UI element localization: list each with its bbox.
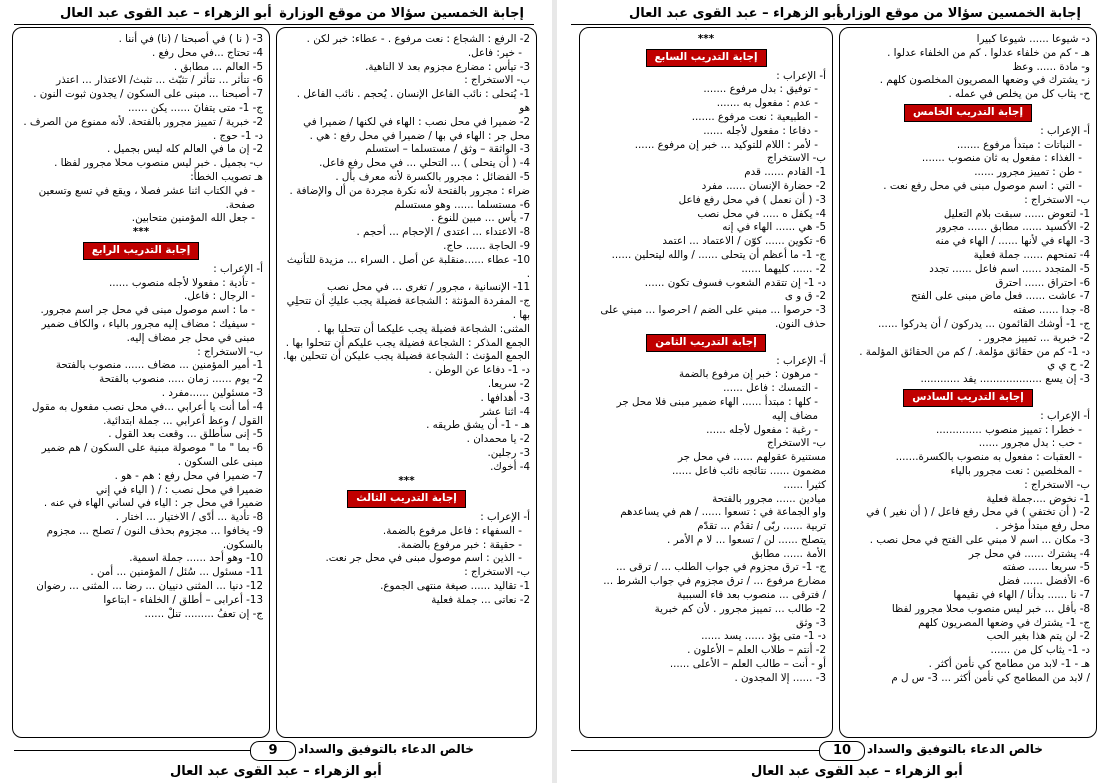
- answer-column-left: [579, 27, 833, 738]
- answer-line: د- 1- متى يؤد ...... يسد ......: [701, 630, 826, 643]
- answer-line: ز- يشترك في وضعها المصريون المخلصون كلهم .: [879, 74, 1090, 87]
- answer-line: 8- جدا ...... صفته: [1013, 304, 1090, 317]
- answer-line: 2- لن يتم هذا بغير الحب: [986, 630, 1090, 643]
- header-author: أبو الزهراء – عبد القوى عبد العال: [629, 6, 841, 21]
- header-author: أبو الزهراء – عبد القوى عبد العال: [60, 6, 272, 21]
- page-number: 9: [250, 741, 296, 761]
- answer-line: أ- الإعراب :: [1040, 409, 1090, 422]
- answer-line: أو - أنت – طالب العلم – الأعلى ......: [669, 658, 826, 671]
- answer-line: 2- نعاتى ... جملة فعلية: [431, 593, 530, 606]
- answer-line: / فترقى ... منصوب بعد فاء السببية: [677, 589, 826, 602]
- answer-line: تربية ...... ربّى / تقدُم ... تقدّم: [697, 520, 826, 533]
- answer-line: 7- عاشت ...... فعل ماض مبنى على الفتح: [910, 290, 1090, 303]
- answer-line: 11- مسئول ... سُئل / المؤمنين ... أمن .: [90, 566, 263, 579]
- rp-rc-text: [846, 33, 1090, 102]
- answer-line: 2- طالب ... تمييز مجرور . لأن كم خبرية: [654, 602, 826, 615]
- answer-line: ج- 1- متى يتفانَ ...... يكن ......: [127, 101, 263, 114]
- answer-line: 3- الواثقة – وثق / مستسلما – استسلم: [365, 143, 530, 156]
- answer-line: ج- 1- ترق مجزوم في جواب الطلب ... / ترقى ... مضارع مرفوع ... / ترق مجزوم في جواب الشرط ...: [603, 561, 826, 588]
- answer-line: 3- رجلين.: [487, 446, 530, 459]
- answer-line: 8- بأقل ... خبر ليس منصوب محلا مجرور لفظا: [891, 602, 1090, 615]
- answer-line: د- 1- إن تتقدم الشعوب فسوف تكون ......: [644, 276, 826, 289]
- answer-line: 3- أهدافها .: [480, 391, 530, 404]
- answer-line: 5- هي ...... الهاء في إنه: [722, 221, 826, 234]
- page-number: 10: [819, 741, 865, 761]
- answer-line: - كلها : مبتدأ ...... الهاء ضمير مبنى فلا محل جر مضاف إليه: [616, 395, 818, 422]
- answer-line: - المخلصين : نعت مجرور بالياء: [950, 464, 1082, 477]
- answer-line: - تأدية : مفعولا لأجله منصوب ......: [108, 276, 255, 289]
- answer-line: 10- وهو أحد ...... جملة اسمية.: [129, 552, 263, 565]
- answer-line: 2- الأكسيد ...... مطابق ...... مجرور: [936, 221, 1090, 234]
- rp-lc-text: [586, 70, 826, 332]
- answer-line: 4- أما أنت يا أعرابي ...في محل نصب مفعول به مقول القول / وعظ أعرابي ... جملة ابتدائية.: [32, 400, 263, 427]
- answer-line: 3- مسئولين ......مفرد .: [161, 386, 263, 399]
- answer-line: 7- نا ...... بدأنا / الهاء في نقيمها: [953, 589, 1090, 602]
- answer-line: د- 1- دفاعا عن الوطن .: [428, 364, 530, 377]
- answer-line: - لأمر : اللام للتوكيد ... خبر إن مرفوع ......: [634, 138, 818, 151]
- answer-line: الجمع المذكر : الشجاعة فضيلة يجب عليكم أن تتحلوا بها .: [285, 336, 530, 349]
- section-banner: إجابة التدريب الثامن: [646, 334, 765, 352]
- answer-line: 3- ( أن نعمل ) في محل رفع فاعل: [678, 193, 826, 206]
- answer-line: ضميرا في محل نصب : / ( الياء في إني: [95, 483, 263, 496]
- answer-line: ب- الاستخراج :: [1024, 478, 1090, 491]
- answer-line: - التمسك : فاعل ......: [723, 382, 818, 395]
- lp-lc-text: [19, 33, 263, 226]
- lp-rc-text-b: [283, 511, 530, 608]
- answer-line: هـ - 1- لابد من مطامح كي نأمن أكثر .: [928, 658, 1090, 671]
- answer-line: - ما : اسم موصول مبنى في محل جر اسم مجرور.: [40, 304, 255, 317]
- lp-lc-text-b: [19, 263, 263, 622]
- answer-line: 5- العالم ... مطابق .: [173, 60, 263, 73]
- answer-line: 3- الهاء في لأنها ...... / الهاء في منه: [935, 235, 1090, 248]
- answer-line: 13- أعرابى – أطلق / الخلفاء - ابتاعوا: [103, 593, 263, 606]
- answer-line: الأمة ...... مطابق: [751, 547, 826, 560]
- section-banner: إجابة التدريب الخامس: [904, 104, 1032, 122]
- answer-line: ب- بجميل . خبر ليس منصوب محلا مجرور لفظا .: [54, 157, 263, 170]
- answer-line: - خير: فاعل.: [467, 46, 522, 59]
- answer-line: - سيفيك : مضاف إليه مجرور بالياء ، والكاف ضمير مبنى في محل جر مضاف إليه.: [41, 317, 255, 344]
- answer-line: 6- الأفضل ...... فضل: [998, 575, 1090, 588]
- answer-line: 1- أمير المؤمنين ... مضاف ...... منصوب بالفتحة: [55, 359, 263, 372]
- answer-line: 2- الرفع : الشجاع : نعت مرفوع . - عطاء: خبر لكن .: [306, 33, 530, 45]
- answer-line: و- مادة ...... وعظ: [1012, 60, 1090, 73]
- answer-line: 7- أصبحنا ... مبنى على السكون / يجدون ثبوت النون .: [33, 88, 263, 101]
- answer-line: 2- خبرية ... تمييز مجرور .: [978, 331, 1090, 344]
- answer-line: 8- تأدية ... أدّى / الاختيار ... اختار .: [115, 511, 263, 524]
- answer-line: ب- الاستخراج :: [197, 345, 263, 358]
- answer-line: 10- عطاء ......منقلبة عن أصل . السراء ... مزيدة للتأنيث .: [286, 253, 530, 280]
- answer-line: 5- المتجدد ...... اسم فاعل ...... تجدد: [929, 262, 1090, 275]
- separator-stars: ***: [132, 226, 150, 239]
- answer-line: ح- يثاب كل من يخلص في عمله .: [948, 88, 1090, 101]
- page-left: [0, 0, 552, 783]
- answer-line: - النباتات : مبتدأ مرفوع .......: [956, 138, 1082, 151]
- answer-line: - الرجال : فاعل.: [184, 290, 255, 303]
- answer-line: 1- القادم ...... قدم: [744, 166, 826, 179]
- rp-rc-text-c: [846, 410, 1090, 686]
- answer-line: 6- مستسلما ...... وهو مستسلم: [394, 198, 530, 211]
- answer-line: 11- الإنسانية ، مجرور / تغرى ... في محل نصب: [326, 281, 530, 294]
- answer-line: 2- حضارة الإنسان ...... مفرد: [701, 179, 826, 192]
- footer-dua: خالص الدعاء بالتوفيق والسداد: [298, 742, 474, 756]
- answer-line: هـ تصويب الخطأ:: [190, 170, 263, 183]
- answer-line: - الطبيعية : نعت مرفوع .......: [691, 110, 818, 123]
- answer-line: ضميرا في محل جر : الياء في لساني الهاء في عنه .: [43, 497, 263, 510]
- answer-line: 3- وثق: [796, 616, 826, 629]
- answer-line: 2- يا محمدان .: [466, 433, 530, 446]
- answer-line: 12- دنيا ... المثنى دنييان ... رضا ... المثنى ... رضوان: [36, 580, 263, 593]
- answer-line: ب- الاستخراج :: [464, 566, 530, 579]
- answer-line: 8- الاعتداء ... اعتدى / الإحجام ... أحجم .: [356, 226, 530, 239]
- answer-line: 1- يُتحلى : نائب الفاعل الإنسان . يُحجم . نائب الفاعل . هو: [296, 88, 530, 114]
- answer-line: المثنى: الشجاعة فضيلة يجب عليكما أن تتحليا بها .: [317, 322, 530, 335]
- answer-line: كثيرا ......: [783, 478, 826, 491]
- answer-line: د- 1- حوج .: [212, 129, 263, 142]
- answer-line: 1- نخوض ....جملة فعلية: [986, 492, 1090, 505]
- section-banner: إجابة التدريب السادس: [903, 389, 1033, 407]
- answer-line: 6- تتأثر ... تتأثر / تثبّث ... تثبث/ الاعتذار ... اعتذر: [56, 74, 263, 87]
- section-banner: إجابة التدريب الرابع: [83, 242, 200, 260]
- answer-line: 2- يوم ...... زمان ..... منصوب بالفتحة: [99, 373, 263, 386]
- answer-line: 2- ...... كليهما ......: [741, 262, 826, 275]
- answer-line: 7- يأس ... مبين للنوع .: [431, 212, 530, 225]
- footer-rule: [571, 750, 819, 751]
- footer-author: أبو الزهراء – عبد القوى عبد العال: [170, 764, 382, 779]
- answer-line: - في الكتاب اثنا عشر فصلا ، ويقع في تسع وتسعين صفحة.: [38, 184, 255, 211]
- answer-line: د- 1- يثاب كل من ......: [990, 644, 1090, 657]
- answer-line: ب- الاستخراج :: [1024, 193, 1090, 206]
- footer-author: أبو الزهراء – عبد القوى عبد العال: [751, 764, 963, 779]
- answer-line: أ- الإعراب :: [776, 354, 826, 367]
- answer-line: 5- الفضائل : مجرور بالكسرة لأنه معرف بأل .: [335, 170, 530, 183]
- answer-line: 9- يخافوا ... مجزوم بحذف النون / تصلح ... مجزوم بالسكون.: [46, 524, 263, 551]
- answer-line: أ- الإعراب :: [213, 262, 263, 275]
- answer-line: - العقبات : مفعول به منصوب بالكسرة.......: [895, 451, 1082, 464]
- answer-line: 1- لتعوض ...... سبقت بلام التعليل: [943, 207, 1090, 220]
- answer-line: هـ - 1- أن يشق طريقه .: [426, 419, 530, 432]
- answer-line: 4- تحتاج ...في محل رفع .: [152, 46, 263, 59]
- answer-line: - الغذاء : مفعول به ثان منصوب .......: [921, 152, 1082, 165]
- answer-column-left: [12, 27, 270, 738]
- header-title: إجابة الخمسين سؤالا من موقع الوزارة: [279, 6, 524, 21]
- answer-line: ب- الاستخراج: [767, 152, 826, 165]
- answer-line: 6- احتراق ...... احترق: [995, 276, 1090, 289]
- answer-line: 3- ...... إلا المجدون .: [734, 671, 826, 684]
- answer-line: 9- الحاجة ...... حاج.: [443, 239, 530, 252]
- answer-line: ج- 1- يشترك في وضعها المصريون كلهم: [918, 616, 1090, 629]
- answer-line: - جعل الله المؤمنين متحابين.: [131, 212, 255, 225]
- answer-line: 2- أنتم – طلاب العلم – الأعلون .: [687, 644, 826, 657]
- answer-line: - طن : تمييز مجرور ......: [974, 166, 1082, 179]
- answer-line: 4- أخوك.: [490, 460, 530, 473]
- answer-line: 7- ضميرا في محل رفع : هم - هو .: [114, 469, 263, 482]
- section-banner: إجابة التدريب السابع: [646, 49, 767, 67]
- answer-line: الجمع المؤنث : الشجاعة فضيلة يجب عليكن أن تتحلين بها.: [283, 350, 530, 363]
- answer-line: 4- ( أن يتحلى ) ... التحلي ... في محل رفع فاعل.: [319, 157, 530, 170]
- answer-column-right: [839, 27, 1097, 738]
- answer-line: أ- الإعراب :: [776, 69, 826, 82]
- answer-line: 2- ق و ى: [784, 290, 826, 303]
- header-rule: [14, 24, 534, 25]
- answer-line: 2- سريعا.: [487, 377, 530, 390]
- answer-line: 3- تيأس : مضارع مجزوم بعد لا الناهية.: [365, 60, 530, 73]
- answer-line: أ- الإعراب :: [480, 511, 530, 524]
- answer-line: 2- ح ي ي: [1047, 359, 1090, 372]
- page-right: [557, 0, 1109, 783]
- answer-line: 6- بما " ما " موصولة مبنية على السكون / هم ضمير مبنى على السكون .: [41, 442, 263, 468]
- answer-line: - رغبة : مفعول لأجله ......: [706, 423, 818, 436]
- answer-line: - عدم : مفعول به .......: [716, 97, 818, 110]
- answer-column-right: [276, 27, 537, 738]
- answer-line: - توفيق : بدل مرفوع .......: [703, 83, 818, 96]
- answer-line: 3- مكان ... اسم لا مبني على الفتح في محل نصب .: [869, 533, 1090, 546]
- section-banner: إجابة التدريب الثالث: [347, 490, 466, 508]
- answer-line: أ- الإعراب :: [1040, 124, 1090, 137]
- answer-line: - التي : اسم موصول مبنى في محل رفع نعت .: [883, 179, 1082, 192]
- answer-line: 6- تكوين ...... كوّن / الاعتماد ... اعتمد: [662, 235, 826, 248]
- answer-line: د- شيوعا ...... شيوعا كبيرا: [976, 33, 1090, 45]
- separator-stars: ***: [398, 474, 415, 487]
- answer-line: 4- يكفل ه ..... في محل نصب: [697, 207, 826, 220]
- rp-rc-text-b: [846, 125, 1090, 387]
- separator-stars: ***: [697, 33, 715, 45]
- answer-line: 3- ( نا ) في أصبحنا / (نا) في أننا .: [118, 33, 263, 45]
- answer-line: - مرهون : خبر إن مرفوع بالضمة: [678, 368, 818, 381]
- lp-rc-text: [283, 33, 530, 475]
- answer-line: ضراء : مجرور بالفتحة لأنه نكرة مجردة من أل والإضافة .: [289, 184, 530, 197]
- answer-line: 5- إنى سأطلق ... وقعت بعد القول .: [108, 428, 263, 441]
- answer-line: مستنيرة عقولهم ...... في محل جر: [677, 451, 826, 464]
- answer-line: - السفهاء : فاعل مرفوع بالضمة.: [382, 524, 522, 537]
- answer-line: - الذين : اسم موصول مبنى في محل جر نعت.: [325, 552, 522, 565]
- answer-line: واو الجماعة في : تسعوا ...... / هم في يساعدهم: [620, 506, 826, 519]
- answer-line: ج- إن تعفُ ......... تنلْ ......: [144, 607, 263, 620]
- answer-line: 2- ضميرا في محل نصب : الهاء في لكنها / ضميرا في محل جر : الهاء في بها / ضميرا في محل رفع : هي .: [303, 115, 530, 142]
- answer-line: د- 1- كم من حقائق مؤلمة. / كم من الحقائق المؤلمة .: [859, 345, 1090, 358]
- answer-line: 2- إن ما في العالم كله ليس بجميل .: [107, 143, 263, 156]
- answer-line: 3- حرصوا ... مبني على الضم / احرصوا ... مبني على حذف النون.: [600, 304, 826, 330]
- answer-line: 3- إن يسع ................... يفد ............: [920, 373, 1090, 386]
- rp-lc-text-b: [586, 355, 826, 686]
- answer-line: / لابد من المطامح كي نأمن أكثر ... 3- س ل م: [891, 671, 1090, 684]
- header-rule: [571, 24, 1091, 25]
- answer-line: يتصلح ...... لن / تسعوا ... لا م الأمر .: [667, 533, 826, 546]
- answer-line: 5- سريعا ...... صفته: [1002, 561, 1090, 574]
- answer-line: 4- اثنا عشر: [480, 405, 530, 418]
- answer-line: ب- الاستخراج: [767, 437, 826, 450]
- answer-line: مضمون ...... نتائجه نائب فاعل ......: [671, 464, 826, 477]
- answer-line: ب- الاستخراج :: [464, 74, 530, 87]
- answer-line: هـ - كم من خلفاء عدلوا . كم من الخلفاء عدلوا .: [887, 46, 1090, 59]
- answer-line: ميادين ...... مجرور بالفتحة: [712, 492, 826, 505]
- answer-line: ج- 1- ما أعظم أن يتحلى ...... / والله ليتحلين ......: [611, 248, 826, 261]
- answer-line: - حب : بدل مجرور ......: [978, 437, 1082, 450]
- answer-line: 1- تقاليد ...... صيغة منتهى الجموع.: [380, 580, 530, 593]
- answer-line: 4- تمنحهم ...... جملة فعلية: [973, 248, 1090, 261]
- answer-line: 4- يشترك ...... في محل جر: [968, 547, 1090, 560]
- answer-line: ج- 1- أوشك القائمون ... يدركون / أن يدركوا ......: [878, 317, 1090, 330]
- footer-rule: [14, 750, 250, 751]
- answer-line: ج- المفردة المؤنثة : الشجاعة فضيلة يجب عليكِ أن تتحلِي بها .: [286, 295, 530, 321]
- answer-line: 2- ( أن تختفي ) في محل رفع فاعل / ( أن نغير ) في محل رفع مبتدأ مؤخر .: [866, 506, 1090, 533]
- answer-line: - حقيقة : خبر مرفوع بالضمة.: [397, 538, 522, 551]
- answer-line: 2- خبرية / تمييز مجرور بالفتحة. لأنه ممنوع من الصرف .: [23, 115, 263, 128]
- answer-line: - دفاعا : مفعول لأجله ......: [703, 124, 818, 137]
- answer-line: - خطرا : تمييز منصوب ..............: [935, 423, 1082, 436]
- footer-dua: خالص الدعاء بالتوفيق والسداد: [867, 742, 1043, 756]
- header-title: إجابة الخمسين سؤالا من موقع الوزارة: [836, 6, 1081, 21]
